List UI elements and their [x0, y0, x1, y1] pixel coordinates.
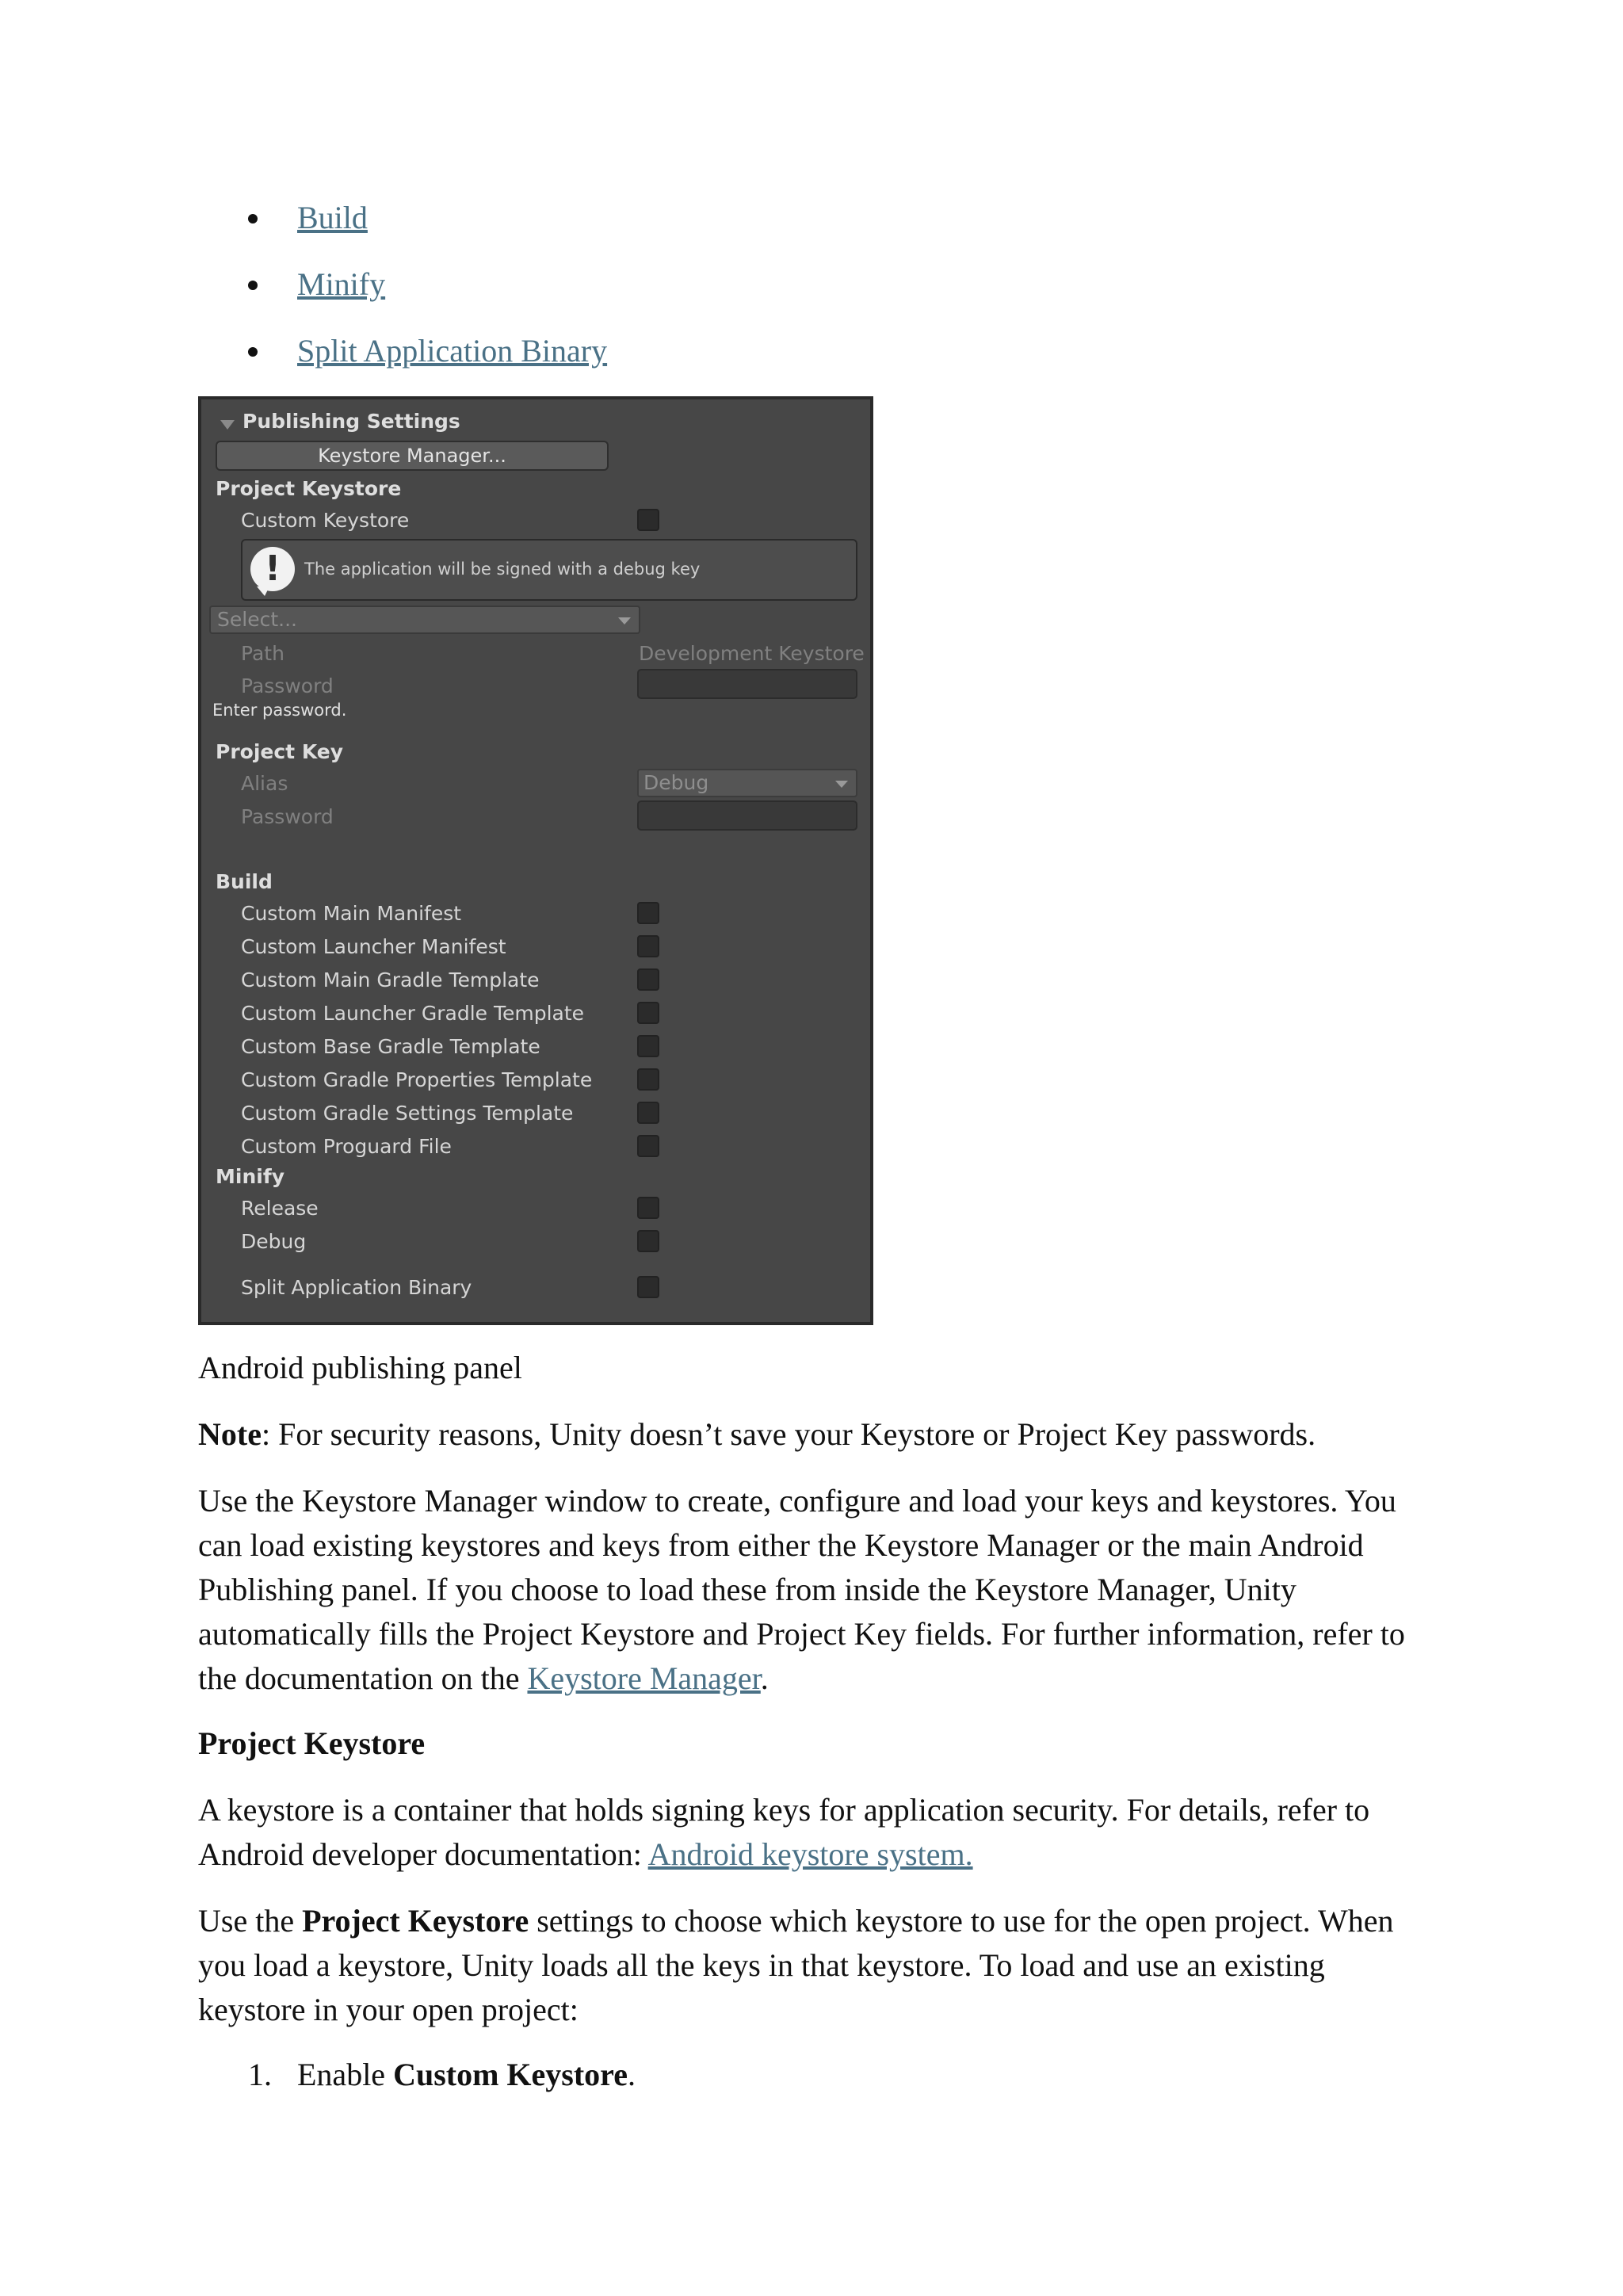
link-minify[interactable]: Minify: [297, 266, 386, 302]
keystore-select-dropdown[interactable]: [209, 606, 640, 634]
path-label: Path: [241, 642, 285, 665]
build-item-label: Custom Gradle Properties Template: [241, 1068, 593, 1091]
custom-gradle-properties-template-checkbox[interactable]: [637, 1068, 659, 1091]
keystore-manager-paragraph: [198, 1479, 1434, 1701]
minify-release-label: Release: [241, 1197, 319, 1220]
note-label: Note: [198, 1416, 262, 1452]
list-item: [198, 257, 607, 323]
key-password-label: Password: [241, 805, 334, 828]
list-item: [198, 323, 607, 390]
build-item-label: Custom Base Gradle Template: [241, 1035, 540, 1058]
warning-speech-bubble-icon: !: [250, 547, 295, 591]
android-keystore-system-link[interactable]: Android keystore system.: [647, 1836, 973, 1872]
chevron-down-icon: [618, 617, 631, 625]
figure-caption: Android publishing panel: [198, 1350, 522, 1385]
minify-release-checkbox[interactable]: [637, 1197, 659, 1219]
step-bold: Custom Keystore: [393, 2057, 628, 2092]
build-item-label: Custom Main Manifest: [241, 902, 462, 925]
paragraph-text: Use the: [198, 1903, 303, 1939]
build-item-label: Custom Proguard File: [241, 1135, 452, 1158]
custom-keystore-checkbox[interactable]: [637, 509, 659, 531]
custom-base-gradle-template-checkbox[interactable]: [637, 1035, 659, 1057]
alias-label: Alias: [241, 772, 288, 795]
link-split-application-binary[interactable]: Split Application Binary: [297, 333, 608, 369]
paragraph-text: A keystore is a container that holds signing keys for application security. For details, refer to Android developer documentation:: [198, 1792, 1370, 1872]
paragraph-text: settings to choose which keystore to use for the open project. When you load a keystore, Unity loads all the keys in that keystore. To load and use an existing keystore in your open project:: [198, 1903, 1394, 2027]
build-heading: Build: [216, 870, 273, 893]
note-paragraph: [198, 1412, 1434, 1457]
project-keystore-section-heading: Project Keystore: [198, 1725, 426, 1761]
paragraph-bold: Project Keystore: [302, 1903, 529, 1939]
note-text: : For security reasons, Unity doesn’t save your Keystore or Project Key passwords.: [261, 1416, 1316, 1452]
build-item-label: Custom Launcher Gradle Template: [241, 1002, 585, 1025]
bullet-icon: [248, 347, 258, 357]
step-text: Enable: [297, 2057, 394, 2092]
path-value: Development Keystore: [639, 642, 865, 665]
keystore-password-label: Password: [241, 674, 334, 697]
numbered-step-1: [248, 2053, 636, 2097]
minify-debug-checkbox[interactable]: [637, 1230, 659, 1252]
keystore-definition-paragraph: [198, 1788, 1434, 1877]
debug-key-help-box: [241, 539, 857, 601]
paragraph-end: .: [760, 1660, 769, 1696]
step-end: .: [627, 2057, 636, 2092]
custom-gradle-settings-template-checkbox[interactable]: [637, 1102, 659, 1124]
custom-proguard-file-checkbox[interactable]: [637, 1135, 659, 1157]
project-keystore-heading: Project Keystore: [216, 477, 402, 500]
minify-heading: Minify: [216, 1165, 285, 1188]
publishing-settings-panel: [198, 396, 873, 1325]
step-number: 1.: [248, 2057, 272, 2092]
keystore-manager-link[interactable]: Keystore Manager: [527, 1660, 761, 1696]
link-build[interactable]: Build: [297, 200, 368, 235]
alias-dropdown[interactable]: [637, 769, 857, 797]
enter-password-hint: Enter password.: [212, 701, 347, 720]
alias-value: Debug: [643, 771, 709, 794]
help-message: The application will be signed with a debug key: [304, 560, 701, 579]
split-binary-checkbox[interactable]: [637, 1276, 659, 1298]
split-binary-label: Split Application Binary: [241, 1276, 472, 1299]
panel-title: Publishing Settings: [242, 410, 460, 433]
list-item: [198, 190, 607, 257]
bullet-icon: [248, 214, 258, 223]
keystore-manager-button[interactable]: Keystore Manager...: [216, 441, 609, 471]
project-key-heading: Project Key: [216, 740, 344, 763]
custom-keystore-label: Custom Keystore: [241, 509, 410, 532]
minify-debug-label: Debug: [241, 1230, 307, 1253]
keystore-password-field[interactable]: [637, 669, 857, 699]
project-keystore-usage-paragraph: [198, 1899, 1434, 2032]
custom-launcher-gradle-template-checkbox[interactable]: [637, 1002, 659, 1024]
select-placeholder: Select...: [217, 608, 297, 631]
custom-main-manifest-checkbox[interactable]: [637, 902, 659, 924]
foldout-arrow-icon[interactable]: [220, 420, 235, 430]
paragraph-text: Use the Keystore Manager window to create, configure and load your keys and keystores. You can load existing keystores and keys from either the Keystore Manager or the main Android Publishing panel. If you choose to load these from inside the Keystore Manager, Unity automatically fills the Project Keystore and Project Key fields. For further information, refer to the documentation on the: [198, 1483, 1405, 1696]
build-item-label: Custom Launcher Manifest: [241, 935, 506, 958]
chevron-down-icon: [835, 781, 848, 788]
custom-launcher-manifest-checkbox[interactable]: [637, 935, 659, 957]
custom-main-gradle-template-checkbox[interactable]: [637, 968, 659, 991]
key-password-field[interactable]: [637, 800, 857, 831]
build-item-label: Custom Main Gradle Template: [241, 968, 540, 991]
bullet-icon: [248, 281, 258, 290]
top-link-list: [198, 190, 607, 390]
build-item-label: Custom Gradle Settings Template: [241, 1102, 574, 1125]
